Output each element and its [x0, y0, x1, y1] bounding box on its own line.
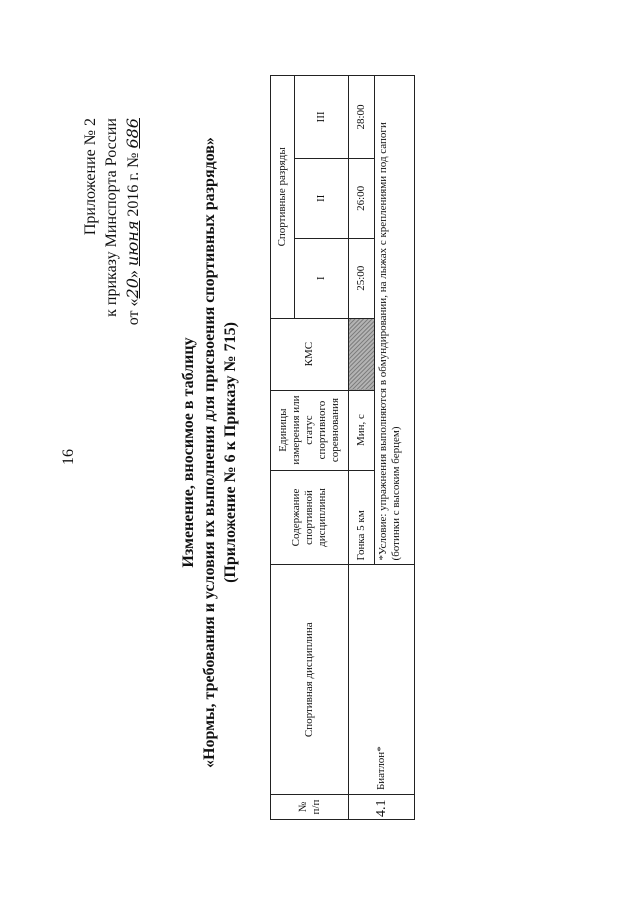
date-year: 2016 г. № — [125, 148, 142, 221]
header-ranks: Спортивные разряды — [271, 76, 295, 319]
date-mid: » — [125, 266, 142, 279]
header-num: № п/п — [271, 795, 349, 820]
title-line3: (Приложение № 6 к Приказу № 715) — [222, 322, 239, 583]
appendix-line1: Приложение № 2 — [82, 118, 99, 236]
date-number: 686 — [123, 118, 142, 149]
row-num: 4.1 — [349, 795, 415, 820]
row-units: Мин, с — [349, 390, 375, 470]
appendix-header — [80, 118, 144, 325]
page-number: 16 — [60, 449, 77, 465]
row-rank-1: 25:00 — [349, 238, 375, 318]
header-discipline: Спортивная дисциплина — [271, 565, 349, 795]
title-line1: Изменение, вносимое в таблицу — [180, 337, 197, 568]
header-rank-1: I — [295, 238, 349, 318]
appendix-date — [122, 118, 144, 325]
header-kms: КМС — [271, 318, 349, 390]
row-rank-3: 28:00 — [349, 76, 375, 159]
table-note: *Условие: упражнения выполняются в обмундировании, на лыжах с креплениями под сапоги (ботинки с высоким берцем) — [375, 76, 415, 565]
header-content: Содержание спортивной дисциплины — [271, 470, 349, 565]
date-month: июня — [123, 220, 142, 267]
date-day: 20 — [123, 278, 142, 299]
table-row — [349, 76, 375, 820]
title-line2: «Нормы, требования и условия их выполнения для присвоения спортивных разрядов» — [201, 137, 218, 768]
norms-table — [270, 75, 415, 820]
header-rank-2: II — [295, 158, 349, 238]
header-rank-3: III — [295, 76, 349, 159]
header-row-1 — [271, 76, 295, 820]
row-kms-shaded — [349, 318, 375, 390]
row-content: Гонка 5 км — [349, 470, 375, 565]
appendix-line2: к приказу Минспорта России — [103, 118, 120, 317]
row-discipline: Биатлон* — [349, 565, 415, 795]
row-rank-2: 26:00 — [349, 158, 375, 238]
header-units: Единицы измерения или статус спортивного соревнования — [271, 390, 349, 470]
document-title — [178, 0, 241, 905]
date-prefix: от « — [125, 298, 142, 326]
